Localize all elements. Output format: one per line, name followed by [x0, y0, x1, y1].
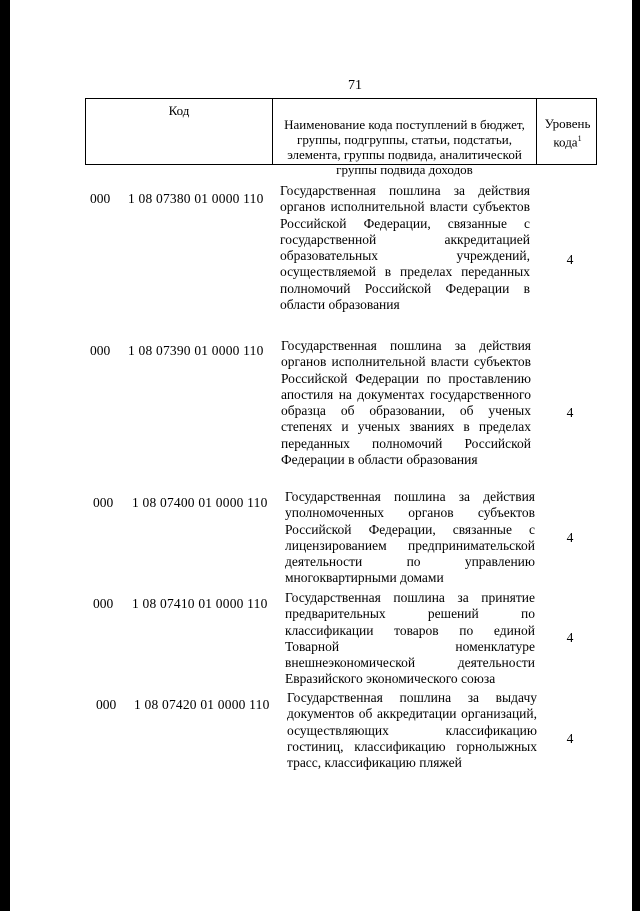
row-prefix: 000	[90, 343, 111, 358]
row-name: Государственная пошлина за действия органов исполнительной власти субъектов Российской Федерации по проставлению апостиля на документах государственного образца об образовании, об ученых степенях и ученых званиях в пределах переданных полномочий Российской Федерации в области образования	[281, 338, 531, 468]
row-level: 4	[566, 252, 574, 267]
row-name: Государственная пошлина за действия органов исполнительной власти субъектов Российской Федерации, связанные с государственной аккредитацией образовательных учреждений, осуществляемой в пределах переданных полномочий Российской Федерации в области образования	[280, 183, 530, 313]
header-code-label: Код	[168, 103, 190, 118]
row-name: Государственная пошлина за выдачу документов об аккредитации организаций, осуществляющих классификацию гостиниц, классификацию горнолыжных трасс, классификацию пляжей	[287, 690, 537, 771]
header-level-footnote: 1	[577, 134, 582, 143]
row-name: Государственная пошлина за принятие предварительных решений по классификации товаров по единой Товарной номенклатуре внешнеэкономической деятельности Евразийского экономического союза	[285, 590, 535, 687]
row-prefix: 000	[96, 697, 117, 712]
row-name: Государственная пошлина за действия уполномоченных органов субъектов Российской Федерации, связанные с лицензированием предпринимательской деятельности по управлению многоквартирными домами	[285, 489, 535, 586]
row-code: 1 08 07410 01 0000 110	[132, 596, 268, 611]
header-name-cell	[273, 99, 537, 177]
row-code: 1 08 07420 01 0000 110	[134, 697, 270, 712]
row-prefix: 000	[93, 495, 114, 510]
header-name-label: Наименование кода поступлений в бюджет, группы, подгруппы, статьи, подстатьи, элемента, группы подвида, аналитической группы подвида доходов	[284, 117, 525, 177]
row-level: 4	[566, 630, 574, 645]
row-level: 4	[566, 405, 574, 420]
row-code: 1 08 07390 01 0000 110	[128, 343, 264, 358]
row-prefix: 000	[93, 596, 114, 611]
row-level: 4	[566, 731, 574, 746]
row-code: 1 08 07380 01 0000 110	[128, 191, 264, 206]
row-level: 4	[566, 530, 574, 545]
header-level-cell	[537, 99, 598, 164]
header-level-label: Уровень кода	[544, 116, 591, 150]
table-header	[85, 98, 597, 177]
row-code: 1 08 07400 01 0000 110	[132, 495, 268, 510]
row-prefix: 000	[90, 191, 111, 206]
header-code-cell	[86, 99, 273, 164]
page-number: 71	[348, 78, 362, 93]
